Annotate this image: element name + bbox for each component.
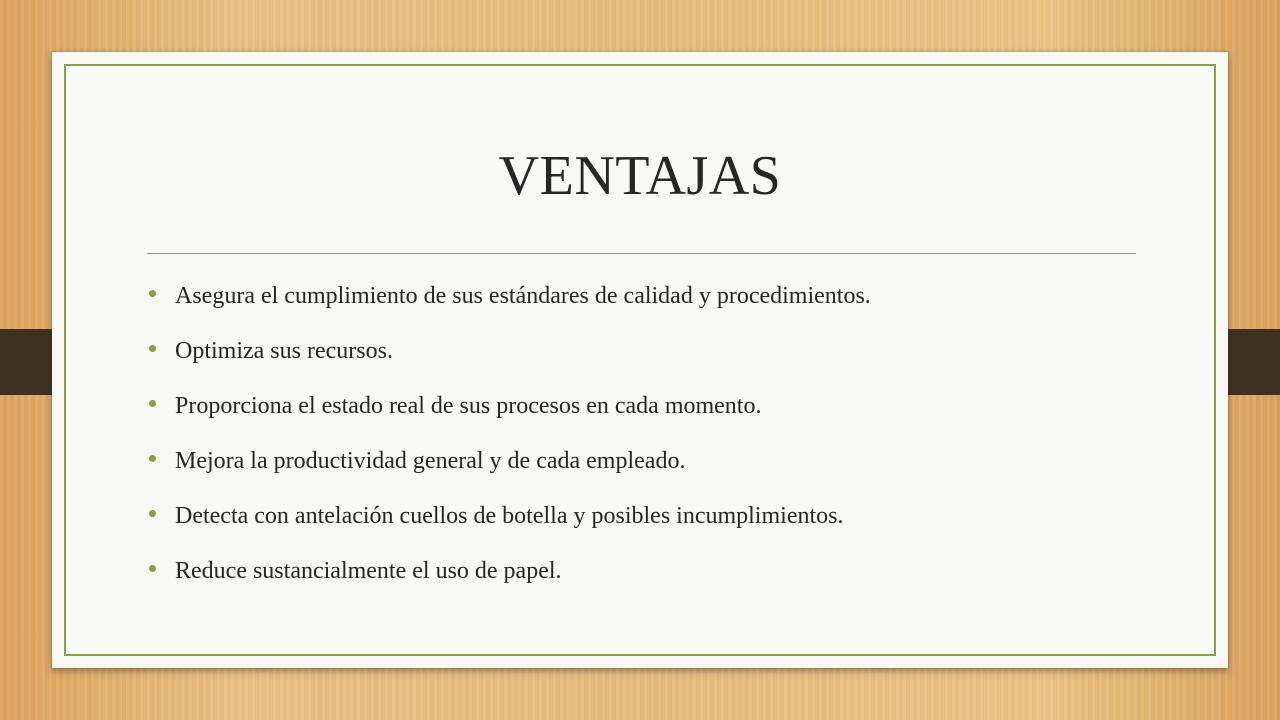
bullet-list (147, 277, 1147, 607)
bullet-text: Mejora la productividad general y de cada empleado. (175, 448, 686, 474)
bullet-text: Optimiza sus recursos. (175, 338, 393, 364)
bullet-dot-icon (149, 290, 156, 297)
slide-title: VENTAJAS (498, 145, 782, 207)
bullet-item (147, 277, 1147, 332)
bullet-item (147, 332, 1147, 387)
bullet-text: Proporciona el estado real de sus procesos en cada momento. (175, 393, 762, 419)
bullet-dot-icon (149, 510, 156, 517)
bullet-item (147, 442, 1147, 497)
bullet-item (147, 497, 1147, 552)
bullet-dot-icon (149, 345, 156, 352)
bullet-dot-icon (149, 565, 156, 572)
slide-paper (52, 52, 1228, 668)
bullet-text: Detecta con antelación cuellos de botella y posibles incumplimientos. (175, 503, 844, 529)
bullet-item (147, 552, 1147, 607)
title-divider (147, 253, 1136, 254)
bullet-text: Asegura el cumplimiento de sus estándares de calidad y procedimientos. (175, 283, 871, 309)
bullet-dot-icon (149, 455, 156, 462)
bullet-text: Reduce sustancialmente el uso de papel. (175, 558, 562, 584)
bullet-item (147, 387, 1147, 442)
bullet-dot-icon (149, 400, 156, 407)
